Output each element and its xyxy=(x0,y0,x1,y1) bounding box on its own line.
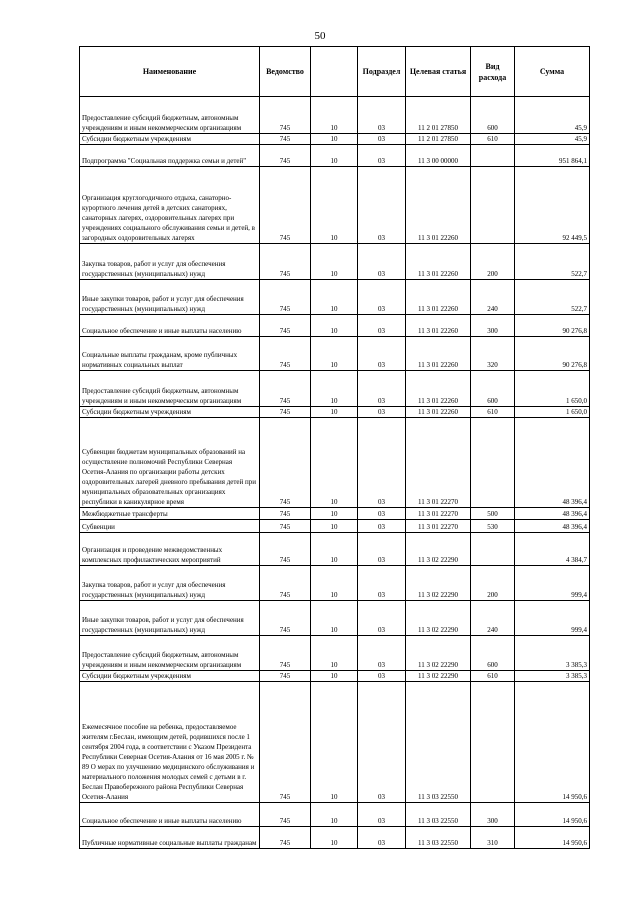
cell-subsection: 03 xyxy=(358,145,406,167)
cell-amount: 92 449,5 xyxy=(515,167,590,244)
cell-section: 10 xyxy=(311,371,358,407)
table-row xyxy=(80,827,590,849)
cell-target-article: 11 3 01 22270 xyxy=(406,520,471,533)
cell-section: 10 xyxy=(311,280,358,315)
cell-subsection: 03 xyxy=(358,827,406,849)
cell-target-article: 11 3 01 22260 xyxy=(406,371,471,407)
cell-target-article: 11 3 03 22550 xyxy=(406,682,471,803)
cell-department: 745 xyxy=(260,315,311,337)
cell-section: 10 xyxy=(311,533,358,566)
cell-department: 745 xyxy=(260,134,311,145)
cell-subsection: 03 xyxy=(358,244,406,280)
cell-amount: 4 384,7 xyxy=(515,533,590,566)
cell-name: Закупка товаров, работ и услуг для обеспечения государственных (муниципальных) нужд xyxy=(80,244,260,280)
cell-amount: 522,7 xyxy=(515,244,590,280)
cell-department: 745 xyxy=(260,671,311,682)
cell-section: 10 xyxy=(311,418,358,508)
table-row xyxy=(80,134,590,145)
table-row xyxy=(80,601,590,636)
header-name: Наименование xyxy=(80,47,260,97)
cell-name: Субвенции бюджетам муниципальных образований на осуществление полномочий Республики Северная Осетия-Алания по организации работы детских оздоровительных лагерей дневного пребывания детей при муниципальных образовательных организациях республики в каникулярное время xyxy=(80,418,260,508)
cell-section: 10 xyxy=(311,827,358,849)
cell-section: 10 xyxy=(311,337,358,371)
cell-expense-type: 500 xyxy=(471,508,515,520)
cell-amount: 1 650,0 xyxy=(515,371,590,407)
table-row xyxy=(80,371,590,407)
cell-expense-type xyxy=(471,533,515,566)
table-row xyxy=(80,315,590,337)
cell-expense-type: 600 xyxy=(471,371,515,407)
table-row xyxy=(80,533,590,566)
cell-amount: 14 950,6 xyxy=(515,682,590,803)
cell-subsection: 03 xyxy=(358,315,406,337)
cell-target-article: 11 3 01 22260 xyxy=(406,337,471,371)
cell-name: Иные закупки товаров, работ и услуг для обеспечения государственных (муниципальных) нужд xyxy=(80,601,260,636)
cell-expense-type xyxy=(471,682,515,803)
cell-department: 745 xyxy=(260,803,311,827)
cell-amount: 48 396,4 xyxy=(515,418,590,508)
table-row xyxy=(80,636,590,671)
budget-table xyxy=(79,46,590,849)
page-number: 50 xyxy=(314,30,326,42)
cell-subsection: 03 xyxy=(358,97,406,134)
cell-amount: 999,4 xyxy=(515,566,590,601)
cell-name: Предоставление субсидий бюджетным, автономным учреждениям и иным некоммерческим организациям xyxy=(80,636,260,671)
cell-amount: 48 396,4 xyxy=(515,508,590,520)
cell-target-article: 11 2 01 27850 xyxy=(406,97,471,134)
cell-section: 10 xyxy=(311,682,358,803)
cell-name: Социальное обеспечение и иные выплаты населению xyxy=(80,803,260,827)
table-body xyxy=(80,97,590,849)
cell-target-article: 11 3 01 22260 xyxy=(406,315,471,337)
cell-section: 10 xyxy=(311,520,358,533)
cell-target-article: 11 3 01 22270 xyxy=(406,418,471,508)
table-row xyxy=(80,566,590,601)
cell-name: Субвенции xyxy=(80,520,260,533)
cell-name: Социальные выплаты гражданам, кроме публичных нормативных социальных выплат xyxy=(80,337,260,371)
cell-name: Публичные нормативные социальные выплаты гражданам xyxy=(80,827,260,849)
cell-expense-type: 600 xyxy=(471,636,515,671)
cell-expense-type: 610 xyxy=(471,407,515,418)
cell-name: Организация круглогодичного отдыха, санаторно-курортного лечения детей в детских санаториях, санаторных лагерях, оздоровительных лагерях при учреждениях социального обслуживания семьи и детей, в загородных оздоровительных лагерях xyxy=(80,167,260,244)
cell-department: 745 xyxy=(260,636,311,671)
cell-expense-type: 200 xyxy=(471,566,515,601)
cell-department: 745 xyxy=(260,97,311,134)
cell-subsection: 03 xyxy=(358,803,406,827)
cell-name: Субсидии бюджетным учреждениям xyxy=(80,134,260,145)
cell-amount: 90 276,8 xyxy=(515,315,590,337)
cell-department: 745 xyxy=(260,827,311,849)
cell-expense-type xyxy=(471,145,515,167)
cell-amount: 951 864,1 xyxy=(515,145,590,167)
header-department: Ведомство xyxy=(260,47,311,97)
cell-department: 745 xyxy=(260,533,311,566)
cell-subsection: 03 xyxy=(358,418,406,508)
cell-subsection: 03 xyxy=(358,671,406,682)
cell-subsection: 03 xyxy=(358,134,406,145)
cell-name: Предоставление субсидий бюджетным, автономным учреждениям и иным некоммерческим организациям xyxy=(80,97,260,134)
cell-name: Иные закупки товаров, работ и услуг для обеспечения государственных (муниципальных) нужд xyxy=(80,280,260,315)
cell-name: Предоставление субсидий бюджетным, автономным учреждениям и иным некоммерческим организациям xyxy=(80,371,260,407)
cell-target-article: 11 3 01 22260 xyxy=(406,280,471,315)
cell-department: 745 xyxy=(260,566,311,601)
cell-subsection: 03 xyxy=(358,520,406,533)
cell-subsection: 03 xyxy=(358,337,406,371)
header-subsection: Подраздел xyxy=(358,47,406,97)
cell-amount: 14 950,6 xyxy=(515,803,590,827)
cell-amount: 90 276,8 xyxy=(515,337,590,371)
cell-section: 10 xyxy=(311,134,358,145)
cell-target-article: 11 3 03 22550 xyxy=(406,827,471,849)
cell-department: 745 xyxy=(260,280,311,315)
cell-name: Межбюджетные трансферты xyxy=(80,508,260,520)
table-row xyxy=(80,280,590,315)
table-row xyxy=(80,520,590,533)
cell-name: Субсидии бюджетным учреждениям xyxy=(80,407,260,418)
cell-department: 745 xyxy=(260,601,311,636)
cell-expense-type: 610 xyxy=(471,671,515,682)
cell-expense-type: 300 xyxy=(471,803,515,827)
table-row xyxy=(80,407,590,418)
cell-target-article: 11 3 02 22290 xyxy=(406,671,471,682)
cell-department: 745 xyxy=(260,371,311,407)
cell-section: 10 xyxy=(311,244,358,280)
table-row xyxy=(80,97,590,134)
cell-subsection: 03 xyxy=(358,167,406,244)
header-target-article: Целевая статья xyxy=(406,47,471,97)
cell-amount: 45,9 xyxy=(515,134,590,145)
cell-expense-type: 310 xyxy=(471,827,515,849)
cell-section: 10 xyxy=(311,97,358,134)
cell-target-article: 11 3 03 22550 xyxy=(406,803,471,827)
cell-name: Организация и проведение межведомственных комплексных профилактических мероприятий xyxy=(80,533,260,566)
table-row xyxy=(80,418,590,508)
cell-department: 745 xyxy=(260,682,311,803)
table-row xyxy=(80,671,590,682)
cell-expense-type: 200 xyxy=(471,244,515,280)
cell-target-article: 11 3 02 22290 xyxy=(406,533,471,566)
cell-amount: 45,9 xyxy=(515,97,590,134)
cell-subsection: 03 xyxy=(358,508,406,520)
cell-amount: 1 650,0 xyxy=(515,407,590,418)
cell-subsection: 03 xyxy=(358,533,406,566)
cell-department: 745 xyxy=(260,337,311,371)
cell-expense-type: 240 xyxy=(471,280,515,315)
cell-amount: 48 396,4 xyxy=(515,520,590,533)
cell-expense-type: 240 xyxy=(471,601,515,636)
cell-section: 10 xyxy=(311,601,358,636)
cell-department: 745 xyxy=(260,508,311,520)
cell-target-article: 11 3 02 22290 xyxy=(406,636,471,671)
cell-section: 10 xyxy=(311,671,358,682)
cell-department: 745 xyxy=(260,418,311,508)
cell-target-article: 11 3 01 22260 xyxy=(406,167,471,244)
cell-target-article: 11 2 01 27850 xyxy=(406,134,471,145)
cell-section: 10 xyxy=(311,508,358,520)
cell-expense-type: 530 xyxy=(471,520,515,533)
cell-subsection: 03 xyxy=(358,601,406,636)
cell-target-article: 11 3 01 22260 xyxy=(406,244,471,280)
cell-subsection: 03 xyxy=(358,280,406,315)
cell-target-article: 11 3 01 22260 xyxy=(406,407,471,418)
cell-name: Закупка товаров, работ и услуг для обеспечения государственных (муниципальных) нужд xyxy=(80,566,260,601)
cell-department: 745 xyxy=(260,244,311,280)
header-section xyxy=(311,47,358,97)
cell-target-article: 11 3 02 22290 xyxy=(406,601,471,636)
cell-section: 10 xyxy=(311,803,358,827)
cell-subsection: 03 xyxy=(358,407,406,418)
cell-section: 10 xyxy=(311,145,358,167)
cell-section: 10 xyxy=(311,636,358,671)
cell-amount: 3 385,3 xyxy=(515,636,590,671)
header-amount: Сумма xyxy=(515,47,590,97)
cell-subsection: 03 xyxy=(358,566,406,601)
cell-expense-type xyxy=(471,167,515,244)
table-header-row xyxy=(80,47,590,97)
cell-target-article: 11 3 02 22290 xyxy=(406,566,471,601)
cell-section: 10 xyxy=(311,315,358,337)
cell-amount: 3 385,3 xyxy=(515,671,590,682)
table-row xyxy=(80,244,590,280)
cell-department: 745 xyxy=(260,145,311,167)
table-row xyxy=(80,145,590,167)
cell-expense-type: 320 xyxy=(471,337,515,371)
cell-subsection: 03 xyxy=(358,682,406,803)
table-row xyxy=(80,508,590,520)
cell-amount: 999,4 xyxy=(515,601,590,636)
cell-expense-type: 610 xyxy=(471,134,515,145)
table-row xyxy=(80,682,590,803)
table-row xyxy=(80,337,590,371)
cell-amount: 14 950,6 xyxy=(515,827,590,849)
cell-expense-type: 600 xyxy=(471,97,515,134)
table-row xyxy=(80,803,590,827)
cell-department: 745 xyxy=(260,407,311,418)
cell-department: 745 xyxy=(260,167,311,244)
cell-subsection: 03 xyxy=(358,371,406,407)
cell-name: Ежемесячное пособие на ребенка, предоставляемое жителям г.Беслан, имеющим детей, родившихся после 1 сентября 2004 года, в соответствии с Указом Президента Республики Северная Осетия-Алания от 16 мая 2005 г. № 89 О мерах по улучшению медицинского обслуживания и материального положения молодых семей с детьми в г. Беслан Правобережного района Республики Северная Осетия-Алания xyxy=(80,682,260,803)
cell-section: 10 xyxy=(311,407,358,418)
cell-section: 10 xyxy=(311,167,358,244)
cell-name: Социальное обеспечение и иные выплаты населению xyxy=(80,315,260,337)
table-row xyxy=(80,167,590,244)
cell-department: 745 xyxy=(260,520,311,533)
cell-name: Субсидии бюджетным учреждениям xyxy=(80,671,260,682)
cell-expense-type xyxy=(471,418,515,508)
cell-amount: 522,7 xyxy=(515,280,590,315)
cell-target-article: 11 3 00 00000 xyxy=(406,145,471,167)
cell-subsection: 03 xyxy=(358,636,406,671)
header-expense-type: Вид расхода xyxy=(471,47,515,97)
cell-section: 10 xyxy=(311,566,358,601)
cell-expense-type: 300 xyxy=(471,315,515,337)
cell-target-article: 11 3 01 22270 xyxy=(406,508,471,520)
cell-name: Подпрограмма "Социальная поддержка семьи и детей" xyxy=(80,145,260,167)
